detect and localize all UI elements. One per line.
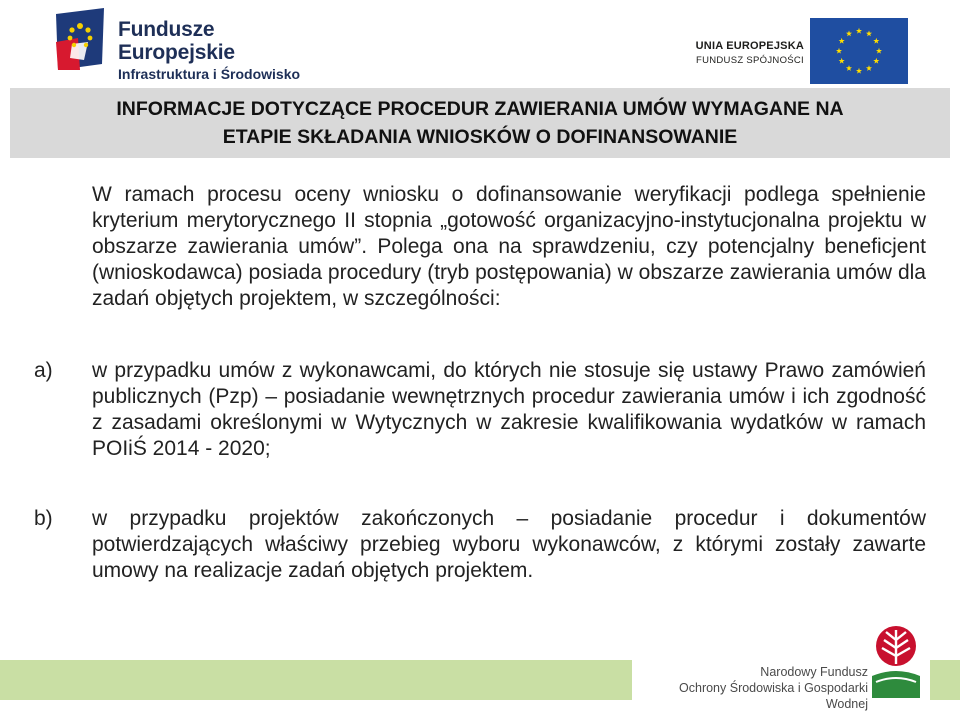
eu-logo [658, 18, 908, 88]
list-marker-a: a) [34, 359, 53, 382]
fe-logo-line1: Fundusze [118, 18, 215, 41]
title-line2: ETAPIE SKŁADANIA WNIOSKÓW O DOFINANSOWANIE [222, 126, 738, 148]
fe-logo-line2: Europejskie [118, 41, 235, 64]
nfos-line2: Ochrony Środowiska i Gospodarki Wodnej [679, 681, 868, 711]
fe-flag-icon [52, 8, 108, 70]
intro-paragraph: W ramach procesu oceny wniosku o dofinansowanie weryfikacji podlega spełnienie kryterium merytorycznego II stopnia „gotowość organizacyjno-instytucjonalna projektu w obszarze zawierania umów”. Polega ona na sprawdzeniu, czy potencjalny beneficjent (wnioskodawca) posiada procedury (tryb postępowania) w obszarze zawierania umów dla zadań objętych projektem, w szczególności: [92, 183, 926, 310]
nfosigw-logo [632, 620, 930, 711]
nfos-line1: Narodowy Fundusz [760, 665, 868, 679]
nfos-tree-icon [866, 620, 926, 700]
list-item-b: w przypadku projektów zakończonych – posiadanie procedur i dokumentów potwierdzających właściwy przebieg wyboru wykonawców, z którymi zostały zawarte umowy na realizacje zadań objętych projektem. [92, 507, 926, 582]
list-marker-b: b) [34, 507, 53, 530]
title-line1: INFORMACJE DOTYCZĄCE PROCEDUR ZAWIERANIA UMÓW WYMAGANE NA [116, 98, 844, 120]
eu-logo-line2: FUNDUSZ SPÓJNOŚCI [695, 55, 804, 66]
eu-logo-line1: UNIA EUROPEJSKA [695, 40, 804, 52]
eu-flag-icon [810, 18, 908, 84]
fundusze-europejskie-logo [52, 8, 322, 84]
fe-logo-line3: Infrastruktura i Środowisko [118, 66, 301, 82]
list-item-a: w przypadku umów z wykonawcami, do których nie stosuje się ustawy Prawo zamówień publicznych (Pzp) – posiadanie wewnętrznych procedur zawierania umów i ich zgodność z zasadami określonymi w Wytycznych w zakresie kwalifikowania wydatków w ramach POIiŚ 2014 - 2020; [92, 359, 926, 460]
title-band [10, 88, 950, 158]
